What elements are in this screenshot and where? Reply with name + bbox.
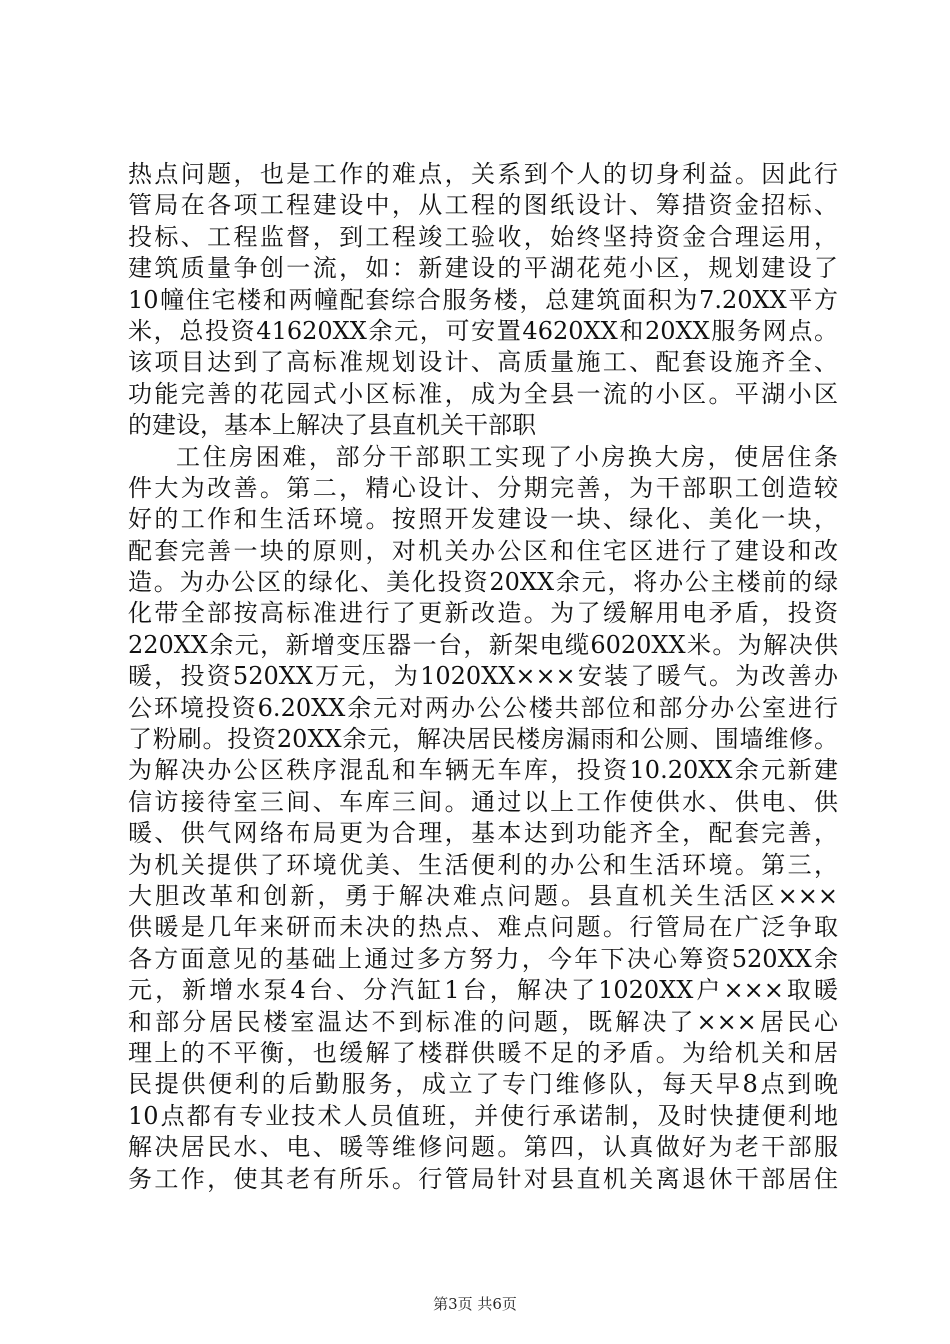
document-body [128,159,838,1195]
text-line: 热点问题，也是工作的难点，关系到个人的切身利益。因此行 [128,160,838,188]
text-line: 务工作，使其老有所乐。行管局针对县直机关离退休干部居住 [128,1164,838,1193]
text-line: 理上的不平衡，也缓解了楼群供暖不足的矛盾。为给机关和居 [128,1038,838,1067]
text-line: 元，新增水泵4台、分汽缸1台，解决了1020XX户×××取暖 [128,976,838,1005]
text-line: 好的工作和生活环境。按照开发建设一块、绿化、美化一块， [128,505,838,534]
paragraph-2 [128,442,838,1195]
text-line: 暖，投资520XX万元，为1020XX×××安装了暖气。为改善办 [128,662,838,691]
text-line: 管局在各项工程建设中，从工程的图纸设计、筹措资金招标、 [128,191,838,220]
text-line: 建筑质量争创一流，如：新建设的平湖花苑小区，规划建设了 [128,254,838,283]
text-line: 220XX余元，新增变压器一台，新架电缆6020XX米。为解决供 [128,630,838,659]
text-line: 为机关提供了环境优美、生活便利的办公和生活环境。第三， [128,850,838,879]
text-line: 民提供便利的后勤服务，成立了专门维修队，每天早8点到晚 [128,1070,838,1099]
text-line: 解决居民水、电、暖等维修问题。第四，认真做好为老干部服 [128,1133,838,1162]
text-line: 的建设，基本上解决了县直机关干部职 [128,411,536,440]
text-line: 米，总投资41620XX余元，可安置4620XX和20XX服务网点。 [128,316,838,345]
text-line: 和部分居民楼室温达不到标准的问题，既解决了×××居民心 [128,1007,838,1036]
text-line: 功能完善的花园式小区标准，成为全县一流的小区。平湖小区 [128,379,838,408]
text-line: 化带全部按高标准进行了更新改造。为了缓解用电矛盾，投资 [128,599,838,628]
text-line: 各方面意见的基础上通过多方努力，今年下决心筹资520XX余 [128,944,838,973]
text-line: 工住房困难，部分干部职工实现了小房换大房，使居住条 [176,442,838,471]
text-line: 件大为改善。第二，精心设计、分期完善，为干部职工创造较 [128,473,838,502]
text-line: 公环境投资6.20XX余元对两办公公楼共部位和部分办公室进行 [128,693,838,722]
text-line: 大胆改革和创新，勇于解决难点问题。县直机关生活区××× [128,881,838,910]
text-line: 为解决办公区秩序混乱和车辆无车库，投资10.20XX余元新建 [128,756,838,785]
text-line: 投标、工程监督，到工程竣工验收，始终坚持资金合理运用， [128,222,838,251]
text-line: 10点都有专业技术人员值班，并使行承诺制，及时快捷便利地 [128,1101,838,1130]
text-line: 造。为办公区的绿化、美化投资20XX余元，将办公主楼前的绿 [128,568,838,597]
text-line: 暖、供气网络布局更为合理，基本达到功能齐全，配套完善， [128,819,838,848]
text-line: 配套完善一块的原则，对机关办公区和住宅区进行了建设和改 [128,536,838,565]
text-line: 10幢住宅楼和两幢配套综合服务楼，总建筑面积为7.20XX平方 [128,285,838,314]
text-line: 供暖是几年来研而未决的热点、难点问题。行管局在广泛争取 [128,913,838,942]
text-line: 信访接待室三间、车库三间。通过以上工作使供水、供电、供 [128,787,838,816]
page-number-footer: 第3页 共6页 [433,1295,517,1313]
text-line: 了粉刷。投资20XX余元，解决居民楼房漏雨和公厕、围墙维修。 [128,725,838,754]
paragraph-1 [128,159,838,442]
text-line: 该项目达到了高标准规划设计、高质量施工、配套设施齐全、 [128,348,838,377]
